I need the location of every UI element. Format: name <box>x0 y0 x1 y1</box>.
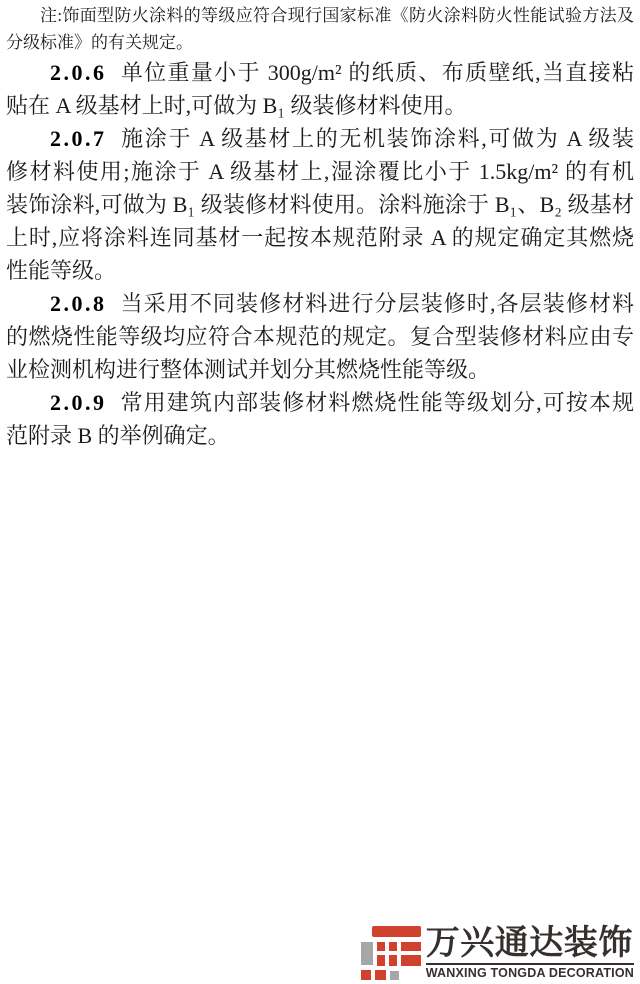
clause-text: 当采用不同装修材料进行分层装修时,各层装修材料 <box>119 291 634 316</box>
clause-line: 贴在 A 级基材上时,可做为 B₁ 级装修材料使用。 <box>6 93 467 118</box>
clause-2-0-9 <box>6 386 634 452</box>
clause-line: 业检测机构进行整体测试并划分其燃烧性能等级。 <box>6 357 491 382</box>
company-name-english: WANXING TONGDA DECORATION <box>426 963 634 980</box>
clause-number: 2.0.6 <box>50 60 107 85</box>
clause-number: 2.0.9 <box>50 390 107 415</box>
clause-line: 性能等级。 <box>6 258 117 283</box>
clause-number: 2.0.7 <box>50 126 107 151</box>
clause-line: 范附录 B 的举例确定。 <box>6 423 230 448</box>
clause-2-0-8 <box>6 287 634 386</box>
clause-line <box>6 386 634 419</box>
logo-text-column <box>426 924 634 980</box>
clause-line <box>6 287 634 320</box>
document-text-block <box>6 2 634 452</box>
clause-text: 施涂于 A 级基材上的无机装饰涂料,可做为 A 级装 <box>119 126 634 151</box>
clause-line: 装饰涂料,可做为 B₁ 级装修材料使用。涂料施涂于 B₁、B₂ 级基材 <box>6 192 634 217</box>
clause-text: 单位重量小于 300g/m² 的纸质、布质壁纸,当直接粘 <box>119 60 634 85</box>
clause-line: 上时,应将涂料连同基材一起按本规范附录 A 的规定确定其燃烧 <box>6 225 634 250</box>
company-logo <box>358 924 634 982</box>
clause-text: 常用建筑内部装修材料燃烧性能等级划分,可按本规 <box>119 390 634 415</box>
clause-line: 修材料使用;施涂于 A 级基材上,湿涂覆比小于 1.5kg/m² 的有机 <box>6 159 634 184</box>
note-line: 分级标准》的有关规定。 <box>6 33 193 52</box>
clause-2-0-6 <box>6 56 634 122</box>
note-paragraph <box>6 2 634 56</box>
clause-2-0-7 <box>6 122 634 287</box>
clause-number: 2.0.8 <box>50 291 107 316</box>
clause-line <box>6 56 634 89</box>
clause-line <box>6 122 634 155</box>
wanxing-tongda-logo-icon <box>358 924 422 982</box>
company-name-chinese: 万兴通达装饰 <box>425 924 633 962</box>
note-line: 注:饰面型防火涂料的等级应符合现行国家标准《防火涂料防火性能试验方法及 <box>40 6 634 25</box>
clause-line: 的燃烧性能等级均应符合本规范的规定。复合型装修材料应由专 <box>6 324 634 349</box>
